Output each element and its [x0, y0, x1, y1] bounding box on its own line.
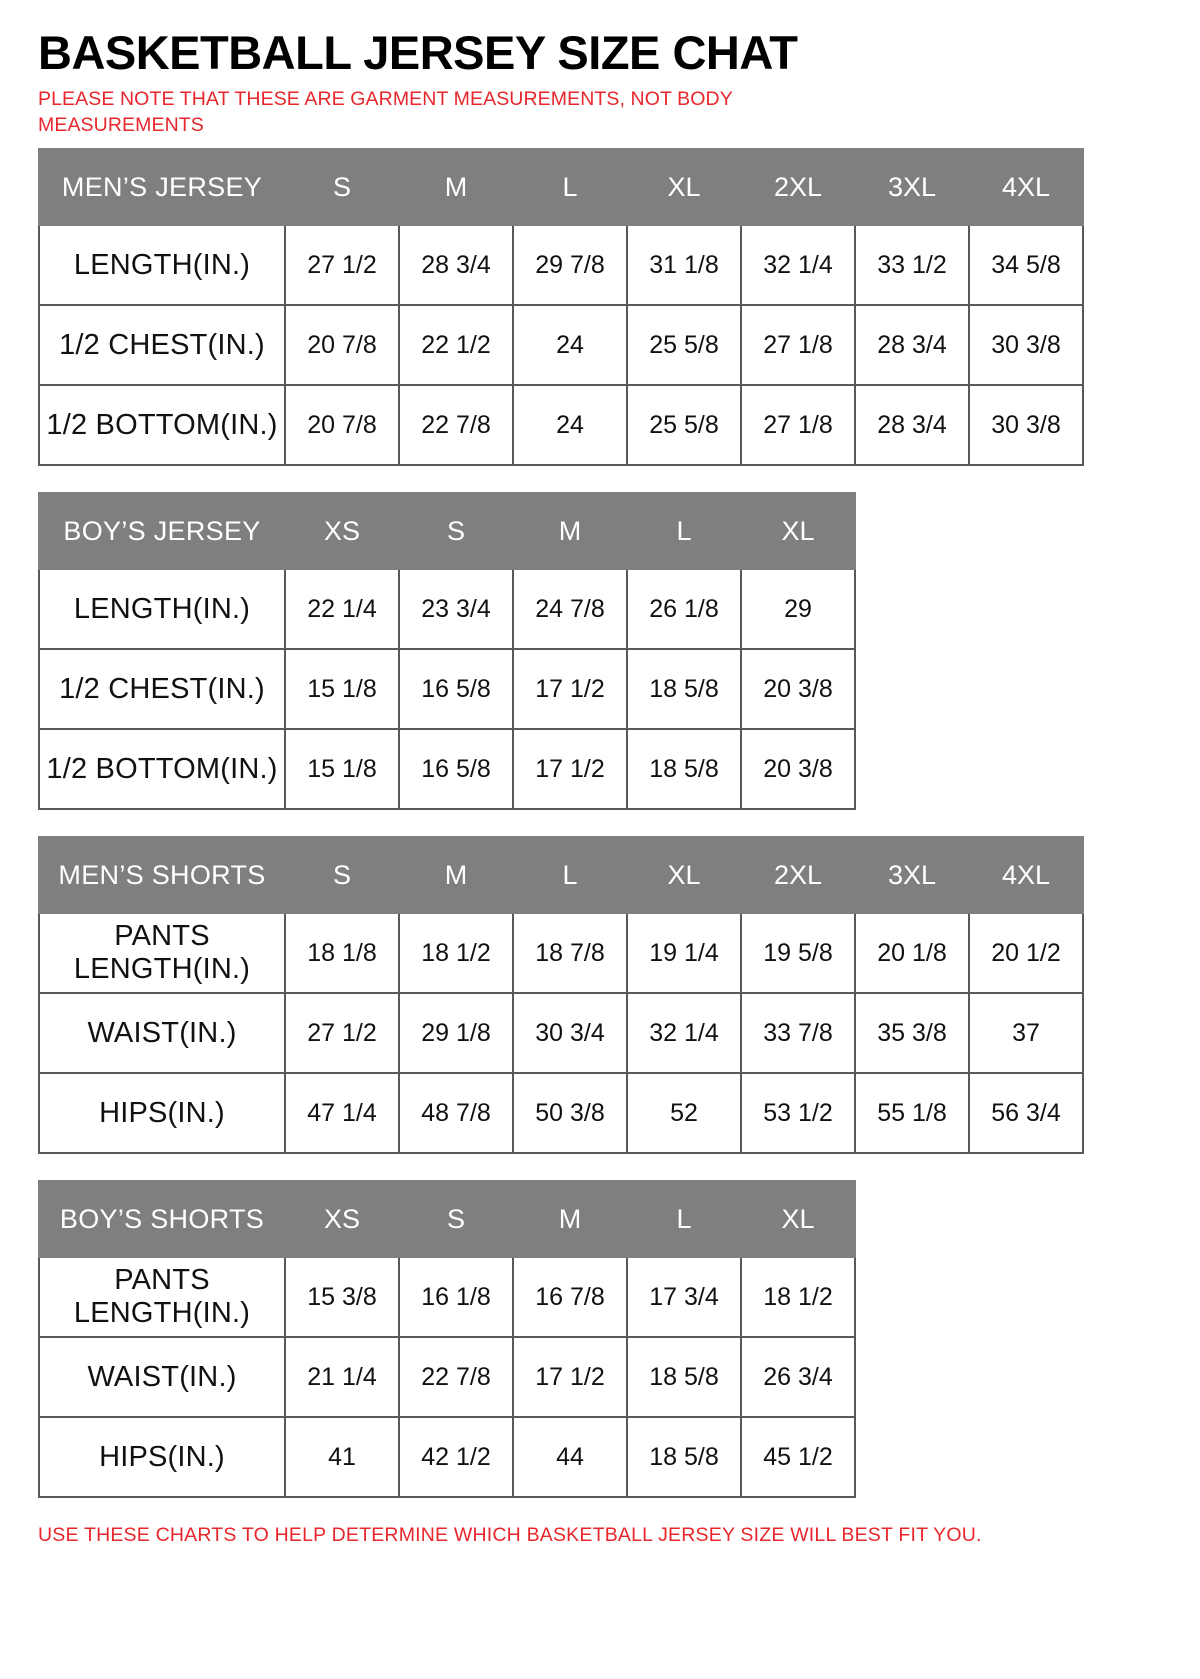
- table-cell: 26 1/8: [627, 569, 741, 649]
- table-cell: 27 1/8: [741, 305, 855, 385]
- table-cell: 17 1/2: [513, 649, 627, 729]
- table-cell: 27 1/2: [285, 225, 399, 305]
- table-cell: 29 1/8: [399, 993, 513, 1073]
- table-cell: 20 7/8: [285, 305, 399, 385]
- table-cell: 28 3/4: [399, 225, 513, 305]
- table-cell: 30 3/4: [513, 993, 627, 1073]
- table-cell: 33 7/8: [741, 993, 855, 1073]
- table-cell: 16 7/8: [513, 1257, 627, 1337]
- table-row: [39, 993, 1083, 1073]
- table-cell: 30 3/8: [969, 305, 1083, 385]
- mens-jersey-table: [38, 148, 1084, 466]
- table-cell: 18 1/2: [741, 1257, 855, 1337]
- table-cell: 18 5/8: [627, 1337, 741, 1417]
- table-cell: 27 1/2: [285, 993, 399, 1073]
- table-cell: 24: [513, 385, 627, 465]
- column-header: 4XL: [969, 149, 1083, 225]
- table-cell: 17 3/4: [627, 1257, 741, 1337]
- column-header: MEN’S JERSEY: [39, 149, 285, 225]
- table-cell: 37: [969, 993, 1083, 1073]
- table-cell: 16 5/8: [399, 729, 513, 809]
- column-header: BOY’S SHORTS: [39, 1181, 285, 1257]
- table-cell: 18 5/8: [627, 729, 741, 809]
- table-row: [39, 1073, 1083, 1153]
- measurement-note: PLEASE NOTE THAT THESE ARE GARMENT MEASUREMENTS, NOT BODY MEASUREMENTS: [38, 88, 733, 136]
- table-cell: 15 1/8: [285, 649, 399, 729]
- table-cell: 29: [741, 569, 855, 649]
- table-row: [39, 1417, 855, 1497]
- column-header: M: [513, 493, 627, 569]
- row-label: PANTS LENGTH(IN.): [39, 913, 285, 993]
- table-cell: 22 1/2: [399, 305, 513, 385]
- table-cell: 19 5/8: [741, 913, 855, 993]
- column-header: XS: [285, 1181, 399, 1257]
- column-header: XL: [627, 837, 741, 913]
- column-header: 2XL: [741, 837, 855, 913]
- table-cell: 29 7/8: [513, 225, 627, 305]
- column-header: XL: [741, 1181, 855, 1257]
- table-cell: 45 1/2: [741, 1417, 855, 1497]
- table-cell: 56 3/4: [969, 1073, 1083, 1153]
- table-cell: 27 1/8: [741, 385, 855, 465]
- table-cell: 17 1/2: [513, 1337, 627, 1417]
- column-header: M: [399, 837, 513, 913]
- column-header: L: [513, 149, 627, 225]
- table-cell: 18 5/8: [627, 649, 741, 729]
- table-cell: 28 3/4: [855, 385, 969, 465]
- column-header: L: [513, 837, 627, 913]
- table-cell: 18 7/8: [513, 913, 627, 993]
- table-cell: 47 1/4: [285, 1073, 399, 1153]
- table-row: [39, 729, 855, 809]
- column-header: XL: [627, 149, 741, 225]
- row-label: HIPS(IN.): [39, 1417, 285, 1497]
- table-cell: 17 1/2: [513, 729, 627, 809]
- table-cell: 35 3/8: [855, 993, 969, 1073]
- table-row: [39, 225, 1083, 305]
- column-header: XL: [741, 493, 855, 569]
- footer-note: USE THESE CHARTS TO HELP DETERMINE WHICH BASKETBALL JERSEY SIZE WILL BEST FIT YOU.: [38, 1524, 982, 1547]
- table-cell: 24 7/8: [513, 569, 627, 649]
- column-header: S: [399, 1181, 513, 1257]
- row-label: PANTS LENGTH(IN.): [39, 1257, 285, 1337]
- table-cell: 48 7/8: [399, 1073, 513, 1153]
- table-cell: 23 3/4: [399, 569, 513, 649]
- table-cell: 25 5/8: [627, 385, 741, 465]
- column-header: M: [399, 149, 513, 225]
- row-label: 1/2 CHEST(IN.): [39, 305, 285, 385]
- column-header: 3XL: [855, 837, 969, 913]
- table-row: [39, 1337, 855, 1417]
- table-cell: 24: [513, 305, 627, 385]
- table-row: [39, 913, 1083, 993]
- table-cell: 32 1/4: [627, 993, 741, 1073]
- row-label: LENGTH(IN.): [39, 569, 285, 649]
- table-row: [39, 1257, 855, 1337]
- row-label: LENGTH(IN.): [39, 225, 285, 305]
- row-label: WAIST(IN.): [39, 1337, 285, 1417]
- table-cell: 55 1/8: [855, 1073, 969, 1153]
- table-header-row: [39, 149, 1083, 225]
- table-cell: 18 1/2: [399, 913, 513, 993]
- table-cell: 16 5/8: [399, 649, 513, 729]
- table-header-row: [39, 837, 1083, 913]
- table-cell: 22 1/4: [285, 569, 399, 649]
- table-cell: 53 1/2: [741, 1073, 855, 1153]
- boys-shorts-table: [38, 1180, 856, 1498]
- table-row: [39, 649, 855, 729]
- table-cell: 20 3/8: [741, 729, 855, 809]
- column-header: L: [627, 493, 741, 569]
- table-row: [39, 305, 1083, 385]
- table-header-row: [39, 493, 855, 569]
- table-cell: 15 1/8: [285, 729, 399, 809]
- table-cell: 22 7/8: [399, 385, 513, 465]
- column-header: S: [285, 837, 399, 913]
- column-header: 2XL: [741, 149, 855, 225]
- column-header: 4XL: [969, 837, 1083, 913]
- column-header: MEN’S SHORTS: [39, 837, 285, 913]
- table-cell: 33 1/2: [855, 225, 969, 305]
- table-cell: 25 5/8: [627, 305, 741, 385]
- table-row: [39, 385, 1083, 465]
- table-cell: 15 3/8: [285, 1257, 399, 1337]
- table-cell: 30 3/8: [969, 385, 1083, 465]
- column-header: XS: [285, 493, 399, 569]
- row-label: 1/2 CHEST(IN.): [39, 649, 285, 729]
- row-label: HIPS(IN.): [39, 1073, 285, 1153]
- table-cell: 28 3/4: [855, 305, 969, 385]
- table-cell: 50 3/8: [513, 1073, 627, 1153]
- table-cell: 41: [285, 1417, 399, 1497]
- table-cell: 18 1/8: [285, 913, 399, 993]
- boys-jersey-table: [38, 492, 856, 810]
- table-cell: 32 1/4: [741, 225, 855, 305]
- row-label: 1/2 BOTTOM(IN.): [39, 385, 285, 465]
- column-header: M: [513, 1181, 627, 1257]
- table-cell: 18 5/8: [627, 1417, 741, 1497]
- table-cell: 19 1/4: [627, 913, 741, 993]
- column-header: S: [285, 149, 399, 225]
- table-cell: 20 7/8: [285, 385, 399, 465]
- table-cell: 20 3/8: [741, 649, 855, 729]
- table-row: [39, 569, 855, 649]
- table-cell: 21 1/4: [285, 1337, 399, 1417]
- table-cell: 16 1/8: [399, 1257, 513, 1337]
- table-cell: 34 5/8: [969, 225, 1083, 305]
- table-cell: 44: [513, 1417, 627, 1497]
- table-header-row: [39, 1181, 855, 1257]
- column-header: S: [399, 493, 513, 569]
- table-cell: 31 1/8: [627, 225, 741, 305]
- mens-shorts-table: [38, 836, 1084, 1154]
- table-cell: 20 1/2: [969, 913, 1083, 993]
- column-header: L: [627, 1181, 741, 1257]
- column-header: 3XL: [855, 149, 969, 225]
- column-header: BOY’S JERSEY: [39, 493, 285, 569]
- row-label: WAIST(IN.): [39, 993, 285, 1073]
- table-cell: 52: [627, 1073, 741, 1153]
- page-title: BASKETBALL JERSEY SIZE CHAT: [38, 26, 798, 79]
- table-cell: 42 1/2: [399, 1417, 513, 1497]
- row-label: 1/2 BOTTOM(IN.): [39, 729, 285, 809]
- table-cell: 26 3/4: [741, 1337, 855, 1417]
- table-cell: 22 7/8: [399, 1337, 513, 1417]
- table-cell: 20 1/8: [855, 913, 969, 993]
